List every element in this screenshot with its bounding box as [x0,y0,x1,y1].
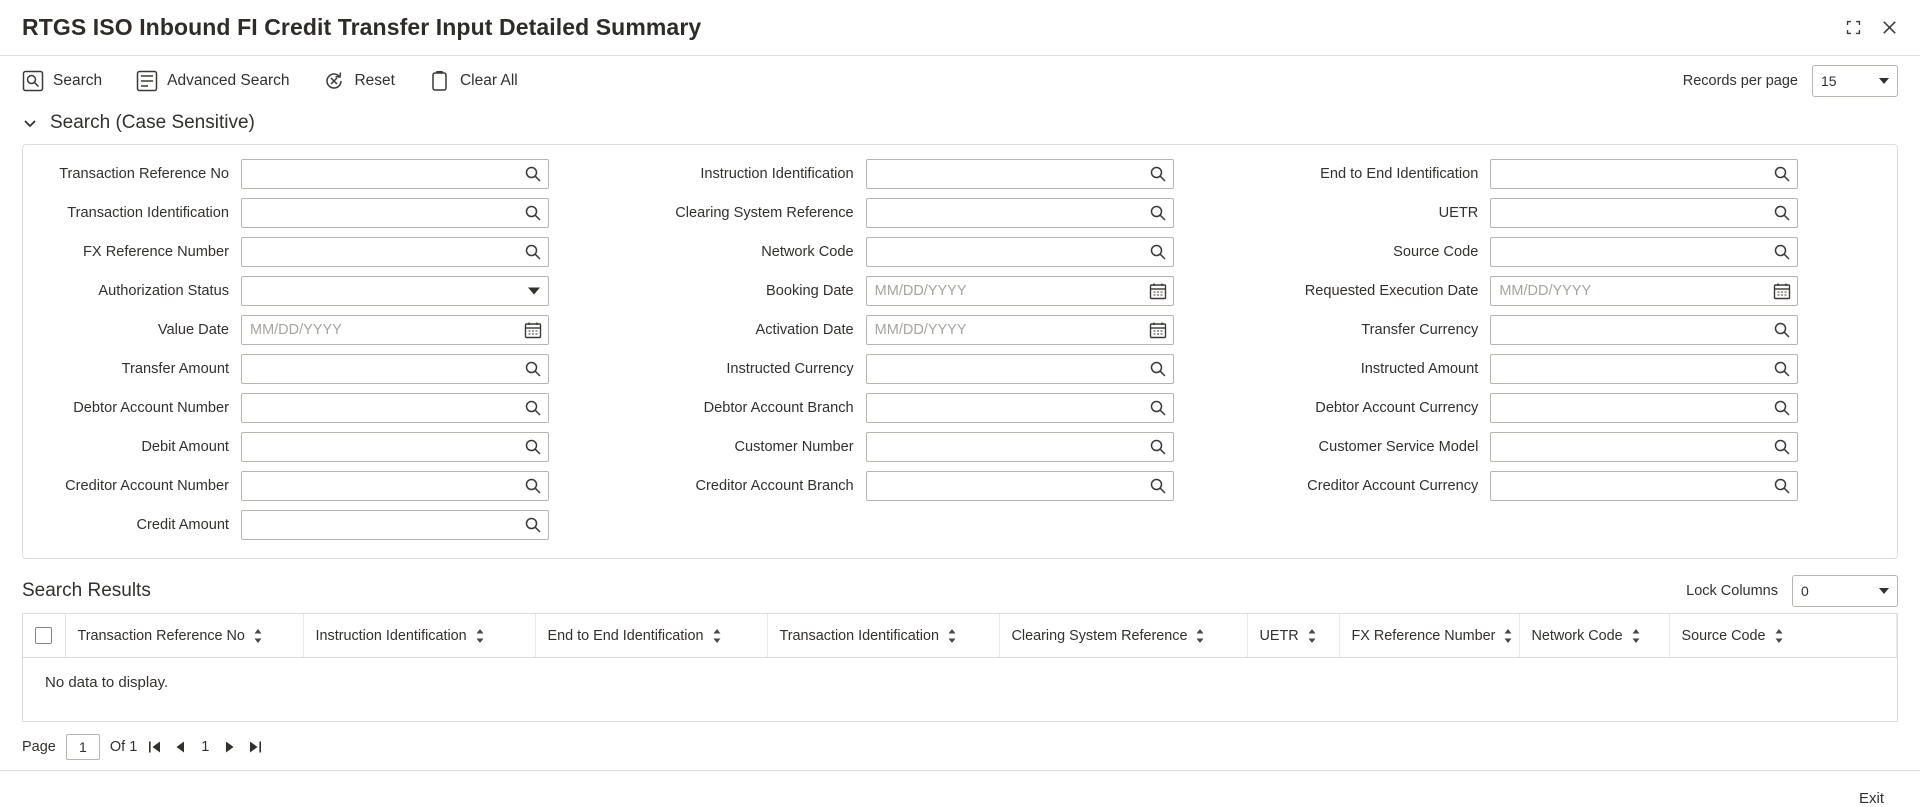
field-end-to-end-identification [1272,159,1897,189]
field-network-code [648,237,1273,267]
input-wrapper [1490,393,1798,423]
input-wrapper [866,315,1174,345]
sort-icon[interactable] [1774,628,1784,644]
search-results-header [0,559,1920,613]
input-wrapper [866,237,1174,267]
field-label: Instructed Amount [1360,361,1479,377]
field-label: Transaction Identification [67,205,229,221]
sort-icon[interactable] [1503,628,1513,644]
field-authorization-status [23,276,648,306]
column-header-transaction-reference-no[interactable] [65,614,303,658]
search-section-header[interactable] [0,106,1920,144]
results-header-row [23,614,1897,658]
lock-columns-select[interactable] [1792,575,1898,607]
chevron-down-icon [528,288,540,295]
input-wrapper [241,393,549,423]
input-wrapper [866,471,1174,501]
search-icon[interactable] [1773,165,1791,183]
creditor-account-branch-input[interactable] [867,472,1173,500]
input-wrapper [1490,432,1798,462]
field-label: Source Code [1393,244,1479,260]
reset-icon [323,70,345,92]
search-icon[interactable] [1773,243,1791,261]
field-uetr [1272,198,1897,228]
advanced-search-button[interactable] [136,70,289,92]
field-label: Instruction Identification [700,166,854,182]
restore-window-icon[interactable] [1840,15,1866,41]
creditor-account-currency-input[interactable] [1491,472,1797,500]
fx-reference-number-input[interactable] [242,238,548,266]
search-icon[interactable] [1773,360,1791,378]
results-empty-row [23,658,1897,722]
search-icon[interactable] [1149,438,1167,456]
field-source-code [1272,237,1897,267]
field-debit-amount [23,432,648,462]
current-page-number[interactable]: 1 [201,739,210,755]
search-icon[interactable] [1149,243,1167,261]
input-wrapper [866,159,1174,189]
input-wrapper [1490,198,1798,228]
instruction-identification-input[interactable] [867,160,1173,188]
field-creditor-account-branch [648,471,1273,501]
field-label: Transfer Amount [121,361,229,377]
column-header-end-to-end-identification[interactable] [535,614,767,658]
field-debtor-account-currency [1272,393,1897,423]
field-customer-service-model [1272,432,1897,462]
input-wrapper [241,315,549,345]
field-credit-amount [23,510,648,540]
field-label: Transfer Currency [1361,322,1479,338]
column-header-fx-reference-number[interactable] [1339,614,1519,658]
search-section-title: Search (Case Sensitive) [50,112,255,133]
sort-icon[interactable] [947,628,957,644]
search-icon[interactable] [1773,438,1791,456]
clear-all-button[interactable] [429,70,518,92]
chevron-down-icon [1879,78,1889,84]
search-icon[interactable] [1773,321,1791,339]
input-wrapper [1490,471,1798,501]
sort-icon[interactable] [475,628,485,644]
records-per-page-value: 15 [1821,73,1837,89]
column-label: Network Code [1531,627,1623,644]
debtor-account-currency-input[interactable] [1491,394,1797,422]
search-icon[interactable] [1773,204,1791,222]
field-label: Value Date [157,322,229,338]
field-label: Debtor Account Currency [1315,400,1479,416]
column-label: UETR [1259,627,1299,644]
search-button-label: Search [53,72,103,89]
toolbar [0,56,1920,106]
field-instructed-currency [648,354,1273,384]
field-label: Customer Service Model [1318,439,1479,455]
advanced-search-button-label: Advanced Search [167,72,290,89]
input-wrapper [1490,276,1798,306]
input-wrapper [1490,237,1798,267]
debtor-account-number-input[interactable] [242,394,548,422]
page-title: RTGS ISO Inbound FI Credit Transfer Input Detailed Summary [22,14,702,40]
search-icon[interactable] [524,243,542,261]
customer-number-input[interactable] [867,433,1173,461]
field-instruction-identification [648,159,1273,189]
clear-all-icon [429,70,451,92]
field-label: Instructed Currency [726,361,854,377]
column-header-clearing-system-reference[interactable] [999,614,1247,658]
search-icon[interactable] [524,165,542,183]
transfer-currency-input[interactable] [1491,316,1797,344]
search-icon[interactable] [524,399,542,417]
pagination-bar [0,722,1920,770]
page-count-label: Of 1 [109,739,138,755]
field-fx-reference-number [23,237,648,267]
requested-execution-date-input[interactable] [1491,277,1797,305]
transaction-identification-input[interactable] [242,199,548,227]
records-per-page-group [1683,65,1898,97]
field-label: Booking Date [766,283,854,299]
network-code-input[interactable] [867,238,1173,266]
debit-amount-input[interactable] [242,433,548,461]
field-label: FX Reference Number [83,244,229,260]
column-label: Source Code [1681,627,1766,644]
sort-icon[interactable] [253,628,263,644]
field-instructed-amount [1272,354,1897,384]
clearing-system-reference-input[interactable] [867,199,1173,227]
activation-date-input[interactable] [867,316,1173,344]
search-icon[interactable] [1149,204,1167,222]
input-wrapper [1490,354,1798,384]
next-page-icon[interactable] [221,739,237,755]
lock-columns-group [1686,575,1898,607]
no-data-message: No data to display. [45,674,169,691]
input-wrapper [241,354,549,384]
transfer-amount-input[interactable] [242,355,548,383]
end-to-end-identification-input[interactable] [1491,160,1797,188]
advanced-search-icon [136,70,158,92]
search-results-title: Search Results [22,580,151,601]
field-requested-execution-date [1272,276,1897,306]
column-label: Instruction Identification [315,627,467,644]
transaction-reference-no-input[interactable] [242,160,548,188]
input-wrapper [241,510,549,540]
column-header-transaction-identification[interactable] [767,614,999,658]
select-all-checkbox[interactable] [35,627,52,644]
calendar-icon[interactable] [1773,282,1791,300]
input-wrapper [866,354,1174,384]
input-wrapper [866,198,1174,228]
value-date-input[interactable] [242,316,548,344]
input-wrapper [1490,159,1798,189]
reset-button[interactable] [323,70,395,92]
field-transaction-reference-no [23,159,648,189]
select-all-header [23,614,65,658]
search-icon[interactable] [524,360,542,378]
exit-button[interactable]: Exit [1849,784,1894,807]
field-label: Clearing System Reference [675,205,854,221]
creditor-account-number-input[interactable] [242,472,548,500]
field-label: Creditor Account Number [65,478,229,494]
field-label: Network Code [761,244,854,260]
chevron-down-icon [1879,588,1889,594]
search-icon[interactable] [1773,399,1791,417]
authorization-status-value[interactable] [242,277,548,305]
results-table [22,613,1898,722]
input-wrapper [866,276,1174,306]
authorization-status-select[interactable] [241,276,549,306]
search-icon[interactable] [1149,165,1167,183]
lock-columns-value: 0 [1801,583,1809,599]
column-label: Transaction Identification [779,627,939,644]
close-icon[interactable] [1876,15,1902,41]
field-label: Customer Number [734,439,854,455]
instructed-currency-input[interactable] [867,355,1173,383]
input-wrapper [866,432,1174,462]
column-header-uetr[interactable] [1247,614,1339,658]
search-icon[interactable] [1773,477,1791,495]
first-page-icon[interactable] [147,739,163,755]
search-icon[interactable] [524,477,542,495]
lock-columns-label: Lock Columns [1686,583,1778,599]
sort-icon[interactable] [1195,628,1205,644]
field-transaction-identification [23,198,648,228]
calendar-icon[interactable] [1149,321,1167,339]
input-wrapper [241,471,549,501]
customer-service-model-input[interactable] [1491,433,1797,461]
input-wrapper [241,159,549,189]
field-label: Debtor Account Number [73,400,229,416]
field-debtor-account-number [23,393,648,423]
field-debtor-account-branch [648,393,1273,423]
field-label: Creditor Account Currency [1307,478,1479,494]
search-icon[interactable] [524,516,542,534]
field-label: Activation Date [755,322,854,338]
field-value-date [23,315,648,345]
page-label: Page [22,739,56,755]
field-transfer-amount [23,354,648,384]
search-icon [22,70,44,92]
records-per-page-label: Records per page [1682,73,1798,89]
search-panel [22,144,1898,559]
last-page-icon[interactable] [247,739,263,755]
search-button[interactable] [22,70,102,92]
clear-all-button-label: Clear All [459,72,518,89]
uetr-input[interactable] [1491,199,1797,227]
field-customer-number [648,432,1273,462]
booking-date-input[interactable] [867,277,1173,305]
page-number-input[interactable] [66,734,100,760]
column-label: Clearing System Reference [1011,627,1188,644]
field-label: Creditor Account Branch [695,478,854,494]
search-icon[interactable] [1149,360,1167,378]
field-creditor-account-currency [1272,471,1897,501]
debtor-account-branch-input[interactable] [867,394,1173,422]
title-bar [0,0,1920,56]
column-label: Transaction Reference No [77,627,245,644]
field-label: UETR [1438,205,1479,221]
sort-icon[interactable] [712,628,722,644]
field-label: Credit Amount [136,517,229,533]
search-icon[interactable] [524,438,542,456]
field-transfer-currency [1272,315,1897,345]
chevron-down-icon [22,115,38,131]
search-icon[interactable] [1149,477,1167,495]
column-label: End to End Identification [547,627,704,644]
search-icon[interactable] [1149,399,1167,417]
column-header-network-code[interactable] [1519,614,1669,658]
previous-page-icon[interactable] [173,739,189,755]
footer-bar [0,770,1920,807]
field-label: Transaction Reference No [59,166,229,182]
field-clearing-system-reference [648,198,1273,228]
field-activation-date [648,315,1273,345]
field-label: Authorization Status [98,283,229,299]
input-wrapper [241,432,549,462]
column-header-instruction-identification[interactable] [303,614,535,658]
source-code-input[interactable] [1491,238,1797,266]
field-label: Debtor Account Branch [703,400,854,416]
field-label: Requested Execution Date [1304,283,1479,299]
field-label: End to End Identification [1320,166,1479,182]
input-wrapper [1490,315,1798,345]
sort-icon[interactable] [1631,628,1641,644]
sort-icon[interactable] [1307,628,1317,644]
input-wrapper [241,237,549,267]
calendar-icon[interactable] [524,321,542,339]
calendar-icon[interactable] [1149,282,1167,300]
input-wrapper [866,393,1174,423]
records-per-page-select[interactable] [1812,65,1898,97]
column-label: FX Reference Number [1351,627,1496,644]
field-creditor-account-number [23,471,648,501]
results-grid [23,614,1897,721]
reset-button-label: Reset [354,72,395,89]
search-icon[interactable] [524,204,542,222]
search-fields-grid [23,159,1897,540]
column-header-source-code[interactable] [1669,614,1897,658]
field-booking-date [648,276,1273,306]
input-wrapper [241,198,549,228]
credit-amount-input[interactable] [242,511,548,539]
results-body [23,658,1897,722]
instructed-amount-input[interactable] [1491,355,1797,383]
field-label: Debit Amount [141,439,229,455]
